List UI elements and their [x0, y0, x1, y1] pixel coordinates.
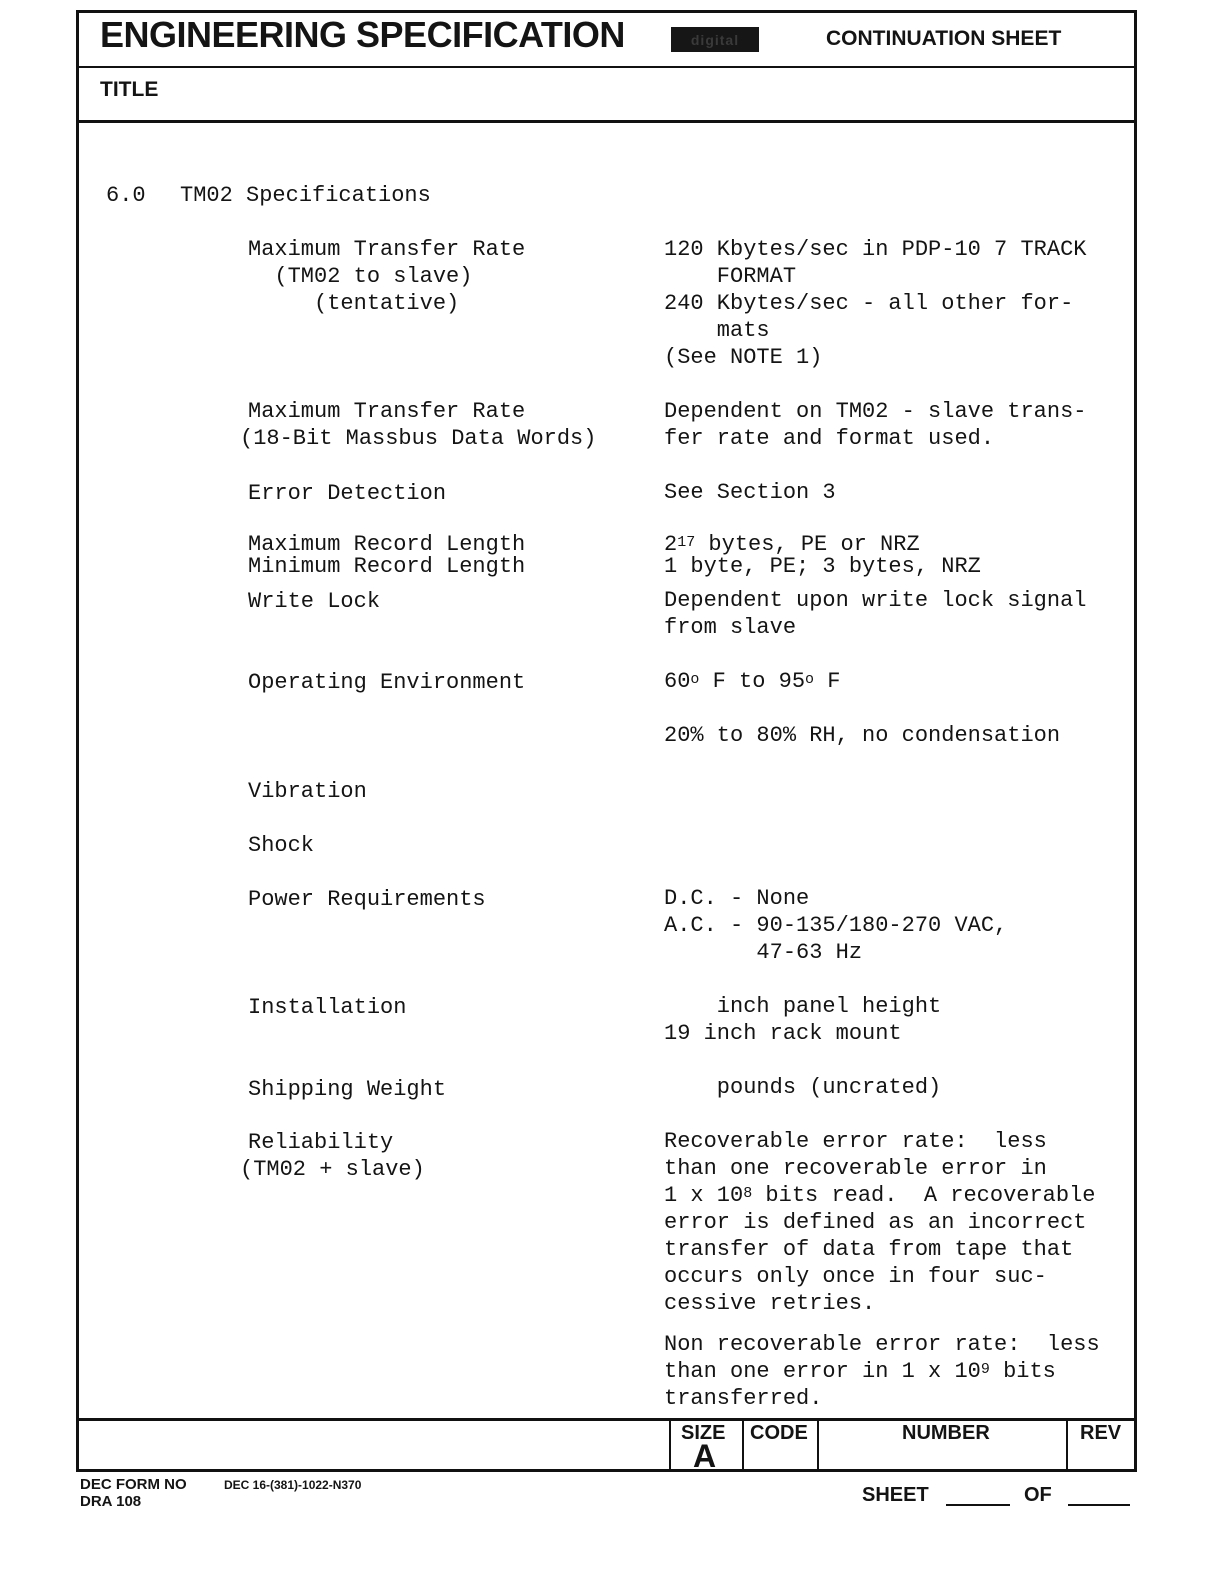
- spec-value: 20% to 80% RH, no condensation: [664, 723, 1061, 748]
- code-label: CODE: [750, 1422, 808, 1444]
- spec-label: Power Requirements: [248, 887, 486, 912]
- continuation-label: CONTINUATION SHEET: [826, 27, 1062, 50]
- spec-label: Installation: [248, 995, 407, 1020]
- spec-label: Vibration: [248, 779, 367, 804]
- section-heading: TM02 Specifications: [180, 183, 431, 208]
- spec-value: Recoverable error rate: less than one recoverable error in 1 x $10^8$ bits read. A recoverable error is defined as an incorrect transfer of data from tape that occurs only once in four suc- cessive retries.: [664, 1129, 1096, 1316]
- spec-label: Operating Environment: [248, 670, 526, 695]
- rev-label: REV: [1080, 1422, 1122, 1444]
- spec-label: Shipping Weight: [248, 1077, 447, 1102]
- spec-value: inch panel height 19 inch rack mount: [664, 994, 942, 1046]
- spec-value: See Section 3: [664, 480, 836, 505]
- form-title: ENGINEERING SPECIFICATION: [100, 14, 625, 55]
- size-label: SIZE: [681, 1422, 726, 1444]
- divider: [76, 120, 1137, 123]
- spec-label: Shock: [248, 833, 315, 858]
- spec-value: Dependent on TM02 - slave trans- fer rate and format used.: [664, 399, 1087, 451]
- form-number: DEC FORM NO DRA 108: [80, 1476, 187, 1510]
- section-number: 6.0: [106, 183, 146, 208]
- spec-label: Reliability (TM02 + slave): [240, 1130, 425, 1182]
- spec-value: pounds (uncrated): [664, 1075, 942, 1100]
- spec-value: 60$^o$ F to 95$^o$ F: [664, 669, 841, 694]
- size-value: A: [693, 1438, 717, 1474]
- sheet-blank: [946, 1504, 1010, 1506]
- form-code: DEC 16-(381)-1022-N370: [224, 1478, 362, 1492]
- logo-text: digital: [690, 31, 740, 48]
- of-blank: [1068, 1504, 1130, 1506]
- spec-value: $2^{17}$ bytes, PE or NRZ 1 byte, PE; 3 bytes, NRZ: [664, 532, 981, 579]
- number-label: NUMBER: [902, 1422, 990, 1444]
- digital-logo: [671, 27, 759, 52]
- spec-value: Non recoverable error rate: less than one error in 1 x $10^9$ bits transferred.: [664, 1332, 1100, 1411]
- spec-label: Maximum Transfer Rate (TM02 to slave) (tentative): [248, 237, 526, 316]
- spec-label: Maximum Transfer Rate (18-Bit Massbus Data Words): [240, 399, 597, 451]
- of-label: OF: [1024, 1484, 1052, 1506]
- sheet-label: SHEET: [862, 1484, 929, 1506]
- spec-label: Maximum Record Length Minimum Record Length: [248, 532, 526, 579]
- spec-value: 120 Kbytes/sec in PDP-10 7 TRACK FORMAT 240 Kbytes/sec - all other for- mats (See NOTE 1): [664, 237, 1087, 370]
- spec-label: Write Lock: [248, 589, 381, 614]
- title-label: TITLE: [100, 78, 159, 101]
- spec-value: Dependent upon write lock signal from slave: [664, 588, 1087, 640]
- spec-value: D.C. - None A.C. - 90-135/180-270 VAC, 47-63 Hz: [664, 886, 1008, 965]
- spec-label: Error Detection: [248, 481, 447, 506]
- divider: [76, 66, 1137, 68]
